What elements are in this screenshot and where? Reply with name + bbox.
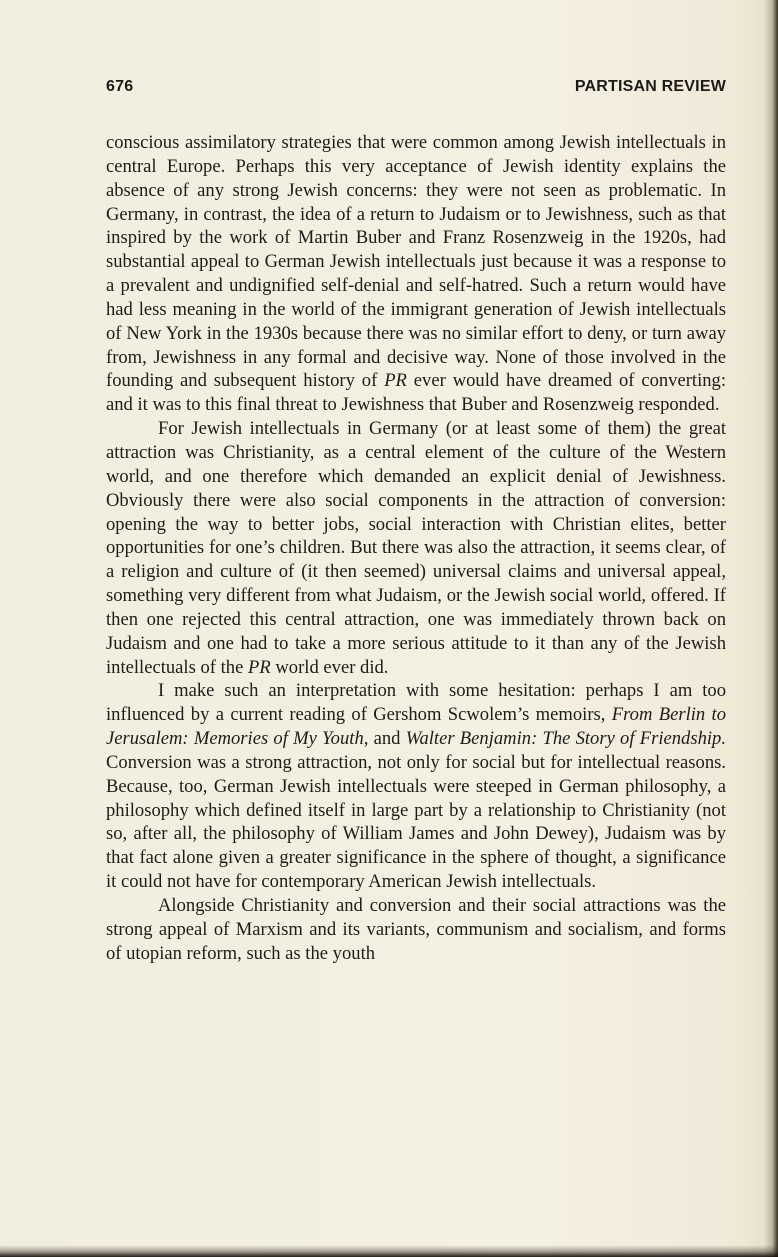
- running-head: [106, 78, 726, 100]
- paragraph-1: [106, 131, 726, 417]
- journal-abbrev-pr: PR: [248, 656, 271, 678]
- text-run: I make such an interpretation with some hesitation: perhaps I am too influenced by a current reading of Gershom Scwolem’s memoirs,: [106, 680, 726, 726]
- journal-title: PARTISAN REVIEW: [574, 78, 726, 95]
- text-run: Conversion was a strong attraction, not only for social but for intellectual reasons. Because, too, German Jewish intellectuals were steeped in German philosophy, a philosophy which defined itself in large part by a relationship to Christianity (not so, after all, the philosophy of William James and John Dewey), Judaism was by that fact alone given a greater significance in the sphere of thought, a significance it could not have for contemporary American Jewish intellectuals.: [106, 751, 726, 893]
- page-bottom-shadow: [0, 1245, 778, 1257]
- page-number: 676: [106, 78, 134, 95]
- text-run: conscious assimilatory strategies that were common among Jewish intellectuals in central Europe. Perhaps this very acceptance of Jewish identity explains the absence of any strong Jewish concerns: they were not seen as problematic. In Germany, in contrast, the idea of a return to Judaism or to Jewishness, such as that inspired by the work of Martin Buber and Franz Rosenzweig in the 1920s, had substantial appeal to German Jewish intellectuals just because it was a response to a prevalent and undignified self-denial and self-hatred. Such a return would have had less meaning in the world of the immigrant generation of Jewish intellectuals of New York in the 1930s because there was no similar effort to deny, or turn away from, Jewishness in any formal and decisive way. None of those involved in the founding and subsequent history of: [106, 132, 726, 392]
- text-run: world ever did.: [270, 656, 389, 678]
- text-run: ever would have dreamed of converting: and it was to this final threat to Jewishness that Buber and Rosenzweig responded.: [106, 370, 726, 416]
- page-edge-shadow: [764, 0, 778, 1257]
- book-title-walter-benjamin: Walter Benjamin: The Story of Friendship.: [405, 728, 726, 750]
- text-run: and: [368, 728, 406, 750]
- journal-abbrev-pr: PR: [384, 370, 407, 392]
- paragraph-4: [106, 894, 726, 966]
- text-run: For Jewish intellectuals in Germany (or at least some of them) the great attraction was Christianity, as a central element of the culture of the Western world, and one therefore which demanded an explicit denial of Jewishness. Obviously there were also social components in the attraction of conversion: opening the way to better jobs, social interaction with Christian elites, better opportunities for one’s children. But there was also the attraction, it seems clear, of a religion and culture of (it then seemed) universal claims and universal appeal, something very different from what Judaism, or the Jewish social world, offered. If then one rejected this central attraction, one was immediately thrown back on Judaism and one had to take a more serious attitude to it than any of the Jewish intellectuals of the: [106, 418, 726, 678]
- article-body: [106, 131, 726, 966]
- text-run: Alongside Christianity and conversion and their social attractions was the strong appeal of Marxism and its variants, communism and socialism, and forms of utopian reform, such as the youth: [106, 895, 726, 964]
- book-title-berlin-jerusalem: From Berlin to Jerusalem: Memories of My Youth,: [106, 704, 726, 750]
- paragraph-2: [106, 417, 726, 679]
- paragraph-3: [106, 679, 726, 894]
